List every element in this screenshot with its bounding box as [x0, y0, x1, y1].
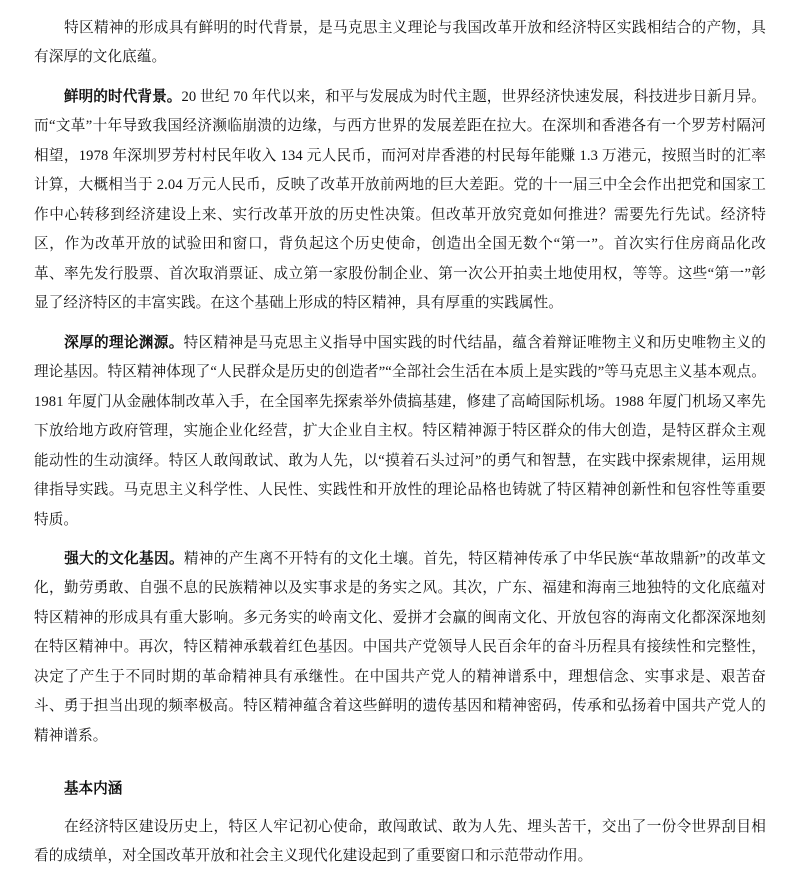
paragraph-lead: 鲜明的时代背景。: [63, 88, 182, 105]
paragraph-text: 特区精神的形成具有鲜明的时代背景，是马克思主义理论与我国改革开放和经济特区实践相结合的产物，具有深厚的文化底蕴。: [34, 20, 766, 66]
paragraph-text: 20 世纪 70 年代以来，和平与发展成为时代主题，世界经济快速发展，科技进步日新月异。而“文革”十年导致我国经济濒临崩溃的边缘，与西方世界的发展差距在拉大。在深圳和香港各有一个罗芳村隔河相望，1978 年深圳罗芳村村民年收入 134 元人民币，而河对岸香港的村民每年能赚 1.3 万港元，按照当时的汇率计算，大概相当于 2.04 万元人民币，反映了改革开放前两地的巨大差距。党的十一届三中全会作出把党和国家工作中心转移到经济建设上来、实行改革开放的历史性决策。但改革开放究竟如何推进？需要先行先试。经济特区，作为改革开放的试验田和窗口，背负起这个历史使命，创造出全国无数个“第一”。首次实行住房商品化改革、率先发行股票、首次取消票证、成立第一家股份制企业、第一次公开拍卖土地使用权，等等。这些“第一”彰显了经济特区的丰富实践。在这个基础上形成的特区精神，具有厚重的实践属性。: [34, 88, 766, 312]
paragraph-intro: [34, 14, 766, 73]
paragraph-text: 在经济特区建设历史上，特区人牢记初心使命，敢闯敢试、敢为人先、埋头苦干，交出了一份令世界刮目相看的成绩单，对全国改革开放和社会主义现代化建设起到了重要窗口和示范带动作用。: [34, 818, 766, 865]
paragraph-text: 特区精神是马克思主义指导中国实践的时代结晶，蕴含着辩证唯物主义和历史唯物主义的理论基因。特区精神体现了“人民群众是历史的创造者”“全部社会生活在本质上是实践的”等马克思主义基本观点。1981 年厦门从金融体制改革入手，在全国率先探索举外债搞基建，修建了高崎国际机场。1988 年厦门机场又率先下放给地方政府管理，实施企业化经营，扩大企业自主权。特区精神源于特区群众的伟大创造，是特区群众主观能动性的生动演绎。特区人敢闯敢试、敢为人先，以“摸着石头过河”的勇气和智慧，在实践中探索规律，运用规律指导实践。马克思主义科学性、人民性、实践性和开放性的理论品格也铸就了特区精神创新性和包容性等重要特质。: [34, 334, 766, 528]
paragraph-culture-gene: [34, 545, 766, 751]
section-spacer: [34, 755, 766, 765]
paragraph-text: 精神的产生离不开特有的文化土壤。首先，特区精神传承了中华民族“革故鼎新”的改革文化，勤劳勇敢、自强不息的民族精神以及实事求是的务实之风。其次，广东、福建和海南三地独特的文化底蕴对特区精神的形成具有重大影响。多元务实的岭南文化、爱拼才会赢的闽南文化、开放包容的海南文化都深深地刻在特区精神中。再次，特区精神承载着红色基因。中国共产党领导人民百余年的奋斗历程具有接续性和完整性，决定了产生于不同时期的革命精神具有承继性。在中国共产党人的精神谱系中，理想信念、实事求是、艰苦奋斗、勇于担当出现的频率极高。特区精神蕴含着这些鲜明的遗传基因和精神密码，传承和弘扬着中国共产党人的精神谱系。: [34, 550, 766, 744]
section-heading: [34, 775, 766, 804]
paragraph-lead: 强大的文化基因。: [63, 550, 184, 567]
paragraph-lead: 深厚的理论渊源。: [63, 334, 184, 351]
section-heading-text: 基本内涵: [63, 781, 123, 798]
paragraph-era-background: [34, 83, 766, 319]
paragraph-theory-origin: [34, 329, 766, 535]
paragraph-basic-connotation: [34, 813, 766, 872]
